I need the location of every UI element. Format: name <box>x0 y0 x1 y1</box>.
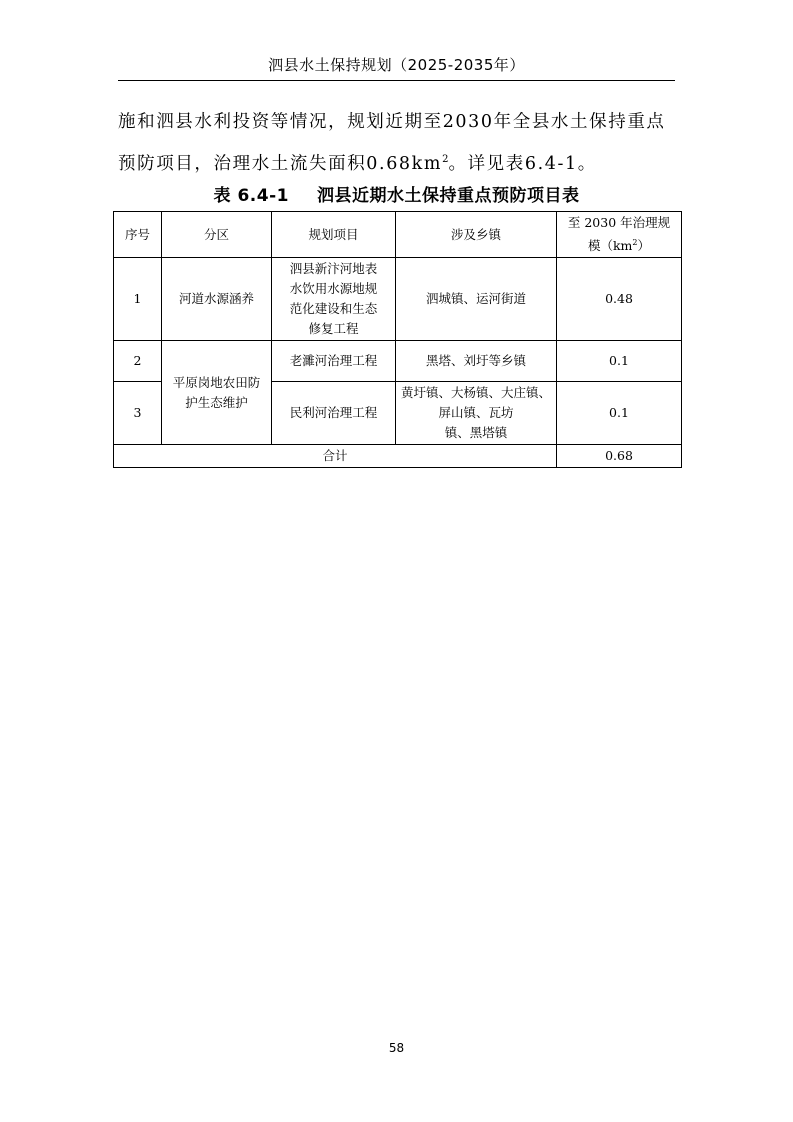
running-header: 泗县水土保持规划（2025-2035年） <box>268 56 525 74</box>
superscript-2: 2 <box>442 154 449 165</box>
total-label: 合计 <box>114 445 557 468</box>
paragraph-text-end: 。详见表6.4-1。 <box>448 153 597 174</box>
header-rule <box>118 80 675 81</box>
cell-index: 3 <box>114 382 162 445</box>
page-number: 58 <box>388 1041 405 1055</box>
cell-index: 2 <box>114 341 162 382</box>
cell-area: 0.1 <box>557 382 682 445</box>
cell-project: 泗县新汴河地表 水饮用水源地规 范化建设和生态 修复工程 <box>272 258 396 341</box>
body-paragraph <box>118 103 678 183</box>
cell-zone: 平原岗地农田防 护生态维护 <box>162 341 272 445</box>
table-caption <box>118 181 675 206</box>
cell-towns: 黄圩镇、大杨镇、大庄镇、 屏山镇、瓦坊 镇、黑塔镇 <box>396 382 557 445</box>
cell-towns: 泗城镇、运河街道 <box>396 258 557 341</box>
header-area-sup: 2 <box>632 238 638 247</box>
cell-area: 0.48 <box>557 258 682 341</box>
cell-project: 老濉河治理工程 <box>272 341 396 382</box>
cell-towns: 黑塔、刘圩等乡镇 <box>396 341 557 382</box>
table-number: 表 6.4-1 <box>213 186 289 206</box>
header-area-text: 至 2030 年治理规 模（km <box>567 215 671 254</box>
cell-area: 0.1 <box>557 341 682 382</box>
paragraph-text: 施和泗县水利投资等情况，规划近期至2030年全县水土保持重点预防项目，治理水土流失面积0.68km <box>118 112 666 174</box>
table-row <box>114 341 682 382</box>
cell-zone: 河道水源涵养 <box>162 258 272 341</box>
header-project: 规划项目 <box>272 212 396 258</box>
table-row <box>114 258 682 341</box>
header-area <box>557 212 682 258</box>
table-header-row <box>114 212 682 258</box>
header-zone: 分区 <box>162 212 272 258</box>
cell-index: 1 <box>114 258 162 341</box>
header-area-suffix: ） <box>637 238 651 254</box>
total-area: 0.68 <box>557 445 682 468</box>
header-index: 序号 <box>114 212 162 258</box>
table-caption-text: 泗县近期水土保持重点预防项目表 <box>316 186 580 206</box>
cell-project: 民利河治理工程 <box>272 382 396 445</box>
header-towns: 涉及乡镇 <box>396 212 557 258</box>
table-total-row <box>114 445 682 468</box>
project-table <box>113 211 682 468</box>
